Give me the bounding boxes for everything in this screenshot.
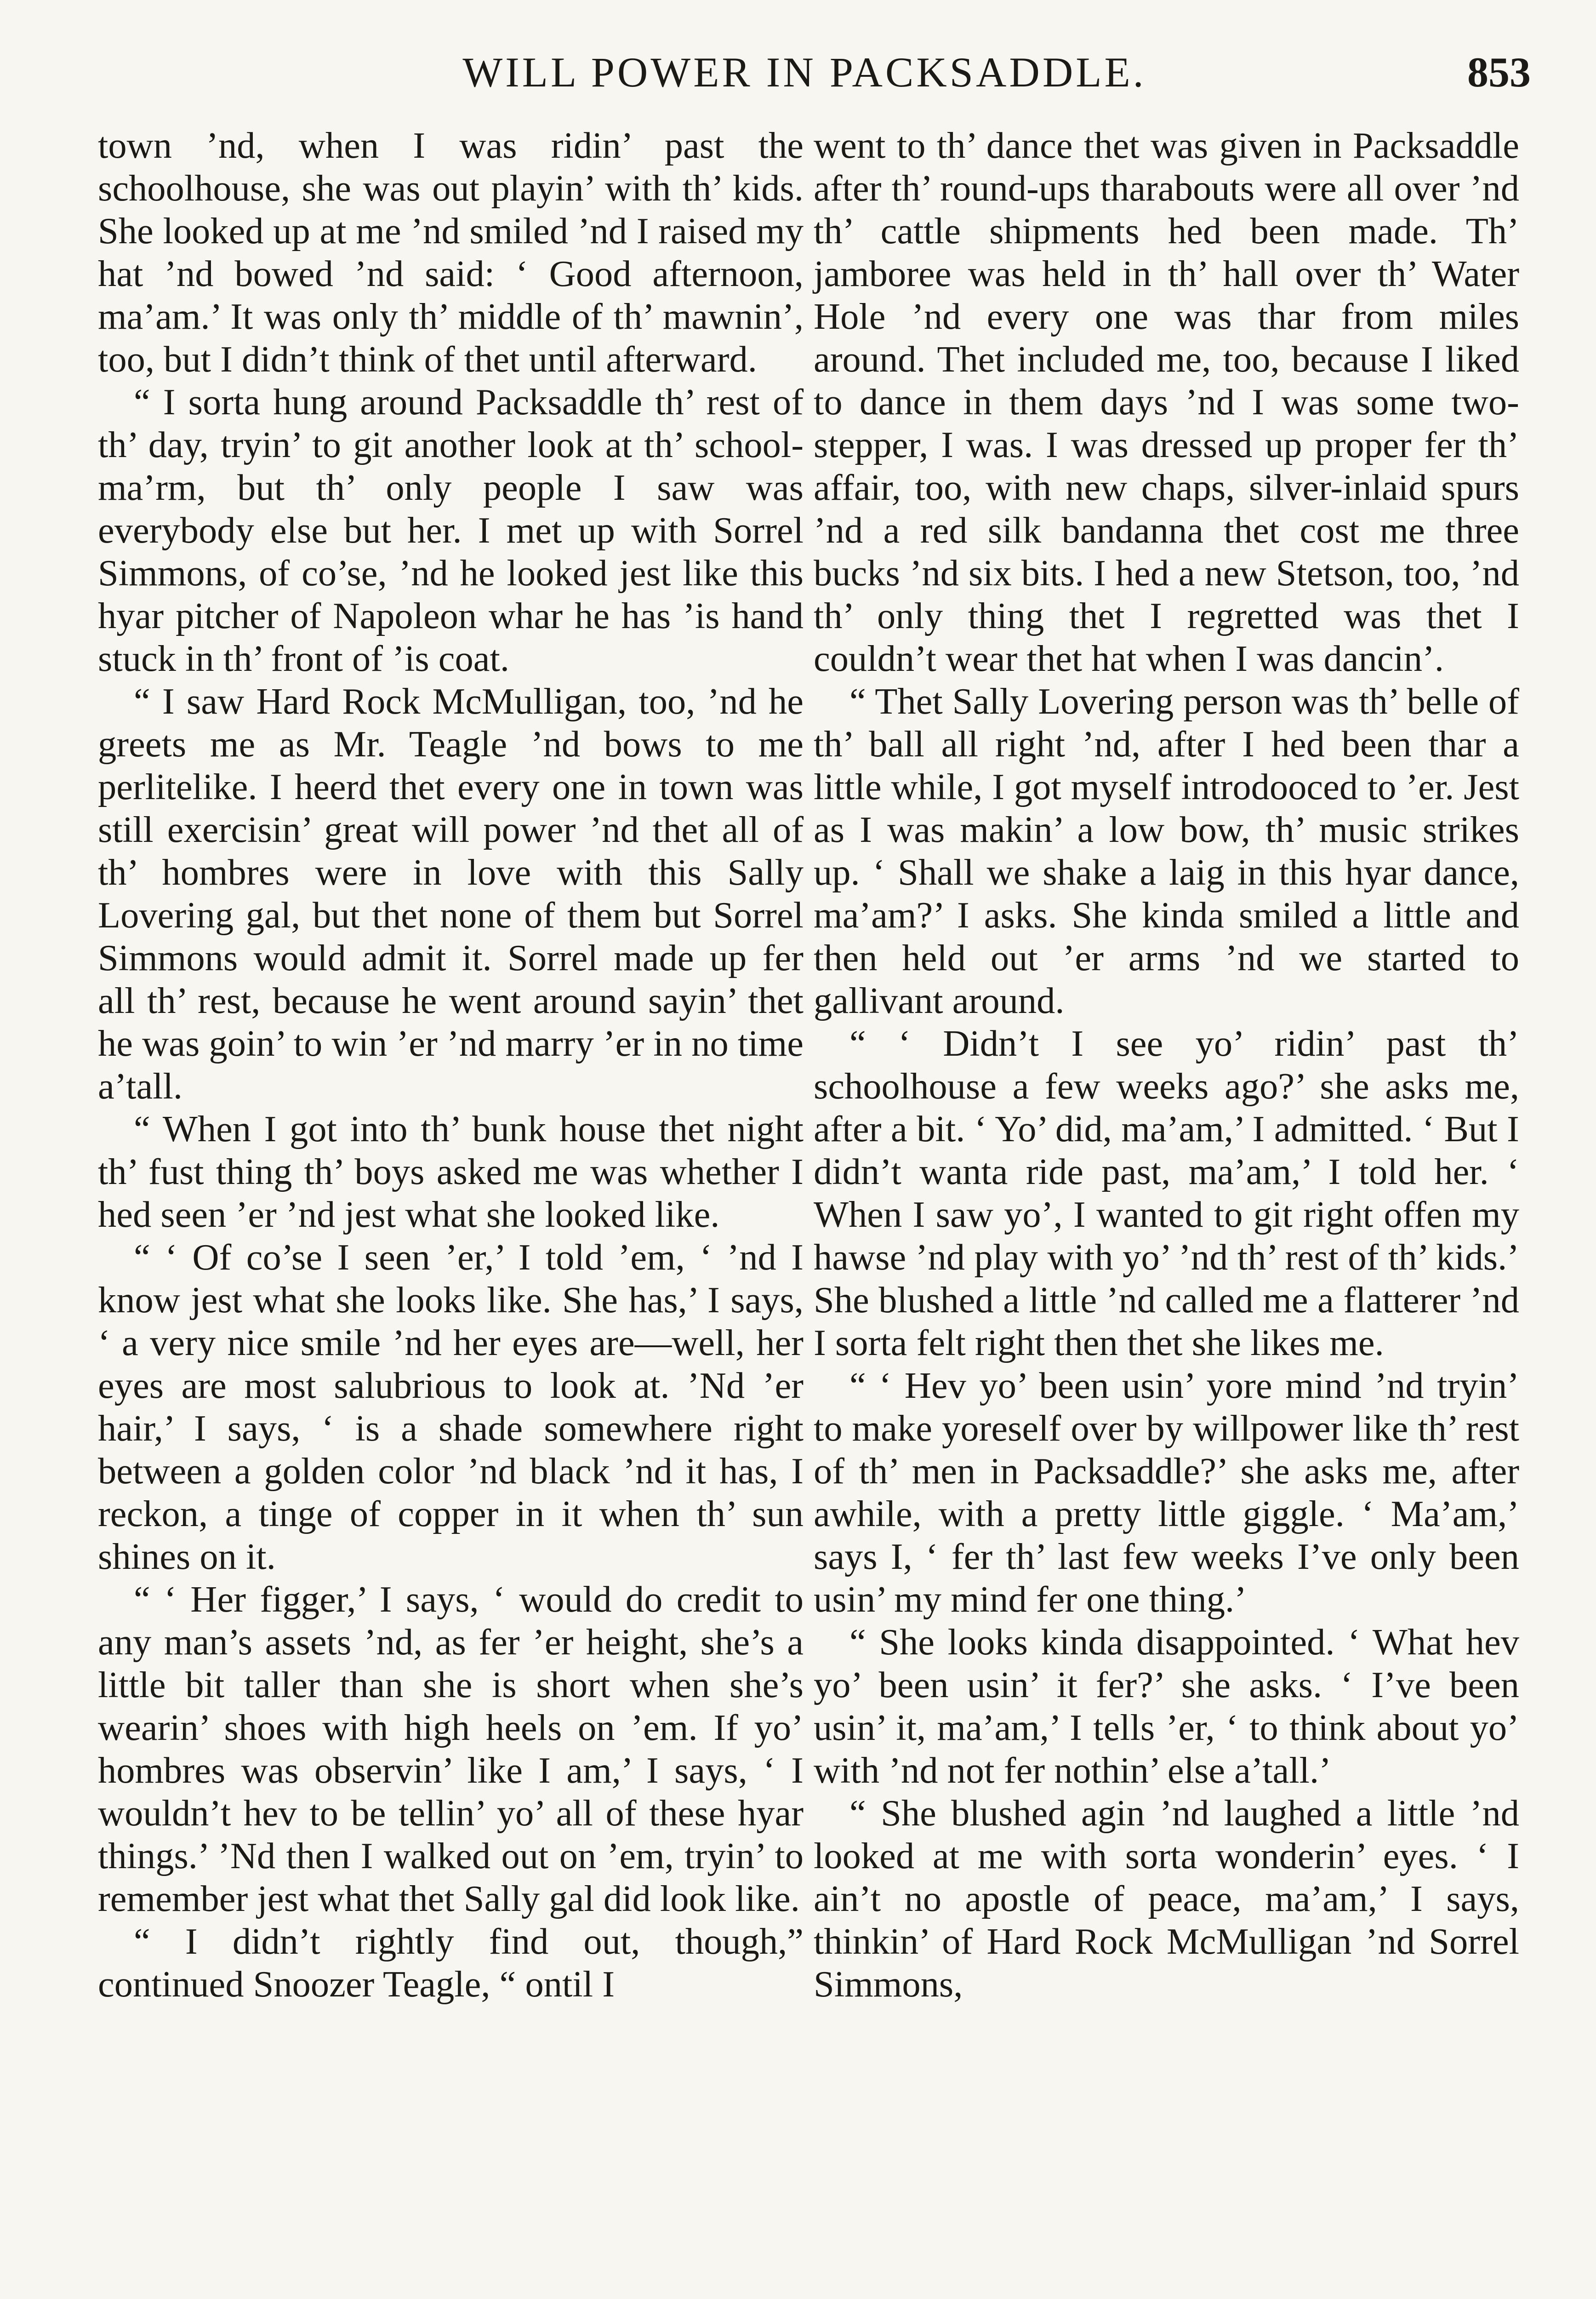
paragraph: “ ‘ Didn’t I see yo’ ridin’ past th’ schoolhouse a few weeks ago?’ she asks me, after a bit. ‘ Yo’ did, ma’am,’ I admitted. ‘ But I didn’t wanta ride past, ma’am,’ I told her. ‘ When I saw yo’, I wanted to git right offen my hawse ’nd play with yo’ ’nd th’ rest of th’ kids.’ She blushed a little ’nd called me a flatterer ’nd I sorta felt right then thet she likes me. xyxy=(814,1023,1519,1363)
paragraph: “ ‘ Of co’se I seen ’er,’ I told ’em, ‘ ’nd I know jest what she looks like. She has,’ I says, ‘ a very nice smile ’nd her eyes are—well, her eyes are most salubrious to look at. ’Nd ’er hair,’ I says, ‘ is a shade somewhere right between a golden color ’nd black ’nd it has, I reckon, a tinge of copper in it when th’ sun shines on it. xyxy=(98,1237,804,1577)
right-text-column xyxy=(814,124,1519,2006)
running-head: WILL POWER IN PACKSADDLE. xyxy=(462,49,1146,96)
paragraph: “ ‘ Her figger,’ I says, ‘ would do credit to any man’s assets ’nd, as fer ’er height, she’s a little bit taller than she is short when she’s wearin’ shoes with high heels on ’em. If yo’ hombres was observin’ like I am,’ I says, ‘ I wouldn’t hev to be tellin’ yo’ all of these hyar things.’ ’Nd then I walked out on ’em, tryin’ to remember jest what thet Sally gal did look like. xyxy=(98,1579,804,1919)
paragraph: “ ‘ Hev yo’ been usin’ yore mind ’nd tryin’ to make yoreself over by willpower like th’ rest of th’ men in Packsaddle?’ she asks me, after awhile, with a pretty little giggle. ‘ Ma’am,’ says I, ‘ fer th’ last few weeks I’ve only been usin’ my mind fer one thing.’ xyxy=(814,1365,1519,1620)
paragraph: “ She blushed agin ’nd laughed a little ’nd looked at me with sorta wonderin’ eyes. ‘ I ain’t no apostle of peace, ma’am,’ I says, thinkin’ of Hard Rock McMulligan ’nd Sorrel Simmons, xyxy=(814,1793,1519,2005)
page-number: 853 xyxy=(1467,49,1531,96)
paragraph: “ I saw Hard Rock McMulligan, too, ’nd he greets me as Mr. Teagle ’nd bows to me perlitelike. I heerd thet every one in town was still exercisin’ great will power ’nd thet all of th’ hombres were in love with this Sally Lovering gal, but thet none of them but Sorrel Simmons would admit it. Sorrel made up fer all th’ rest, because he went around sayin’ thet he was goin’ to win ’er ’nd marry ’er in no time a’tall. xyxy=(98,681,804,1107)
page-header xyxy=(78,42,1531,102)
paragraph: “ I sorta hung around Packsaddle th’ rest of th’ day, tryin’ to git another look at th’ school-ma’rm, but th’ only people I saw was everybody else but her. I met up with Sorrel Simmons, of co’se, ’nd he looked jest like this hyar pitcher of Napoleon whar he has ’is hand stuck in th’ front of ’is coat. xyxy=(98,382,804,679)
left-text-column xyxy=(98,124,804,2006)
paragraph: “ She looks kinda disappointed. ‘ What hev yo’ been usin’ it fer?’ she asks. ‘ I’ve been usin’ it, ma’am,’ I tells ’er, ‘ to think about yo’ with ’nd not fer nothin’ else a’tall.’ xyxy=(814,1622,1519,1791)
paragraph: town ’nd, when I was ridin’ past the schoolhouse, she was out playin’ with th’ kids. She looked up at me ’nd smiled ’nd I raised my hat ’nd bowed ’nd said: ‘ Good afternoon, ma’am.’ It was only th’ middle of th’ mawnin’, too, but I didn’t think of thet until afterward. xyxy=(98,125,804,380)
paragraph: “ I didn’t rightly find out, though,” continued Snoozer Teagle, “ ontil I xyxy=(98,1921,804,2005)
paragraph: went to th’ dance thet was given in Packsaddle after th’ round-ups tharabouts were all over ’nd th’ cattle shipments hed been made. Th’ jamboree was held in th’ hall over th’ Water Hole ’nd every one was thar from miles around. Thet included me, too, because I liked to dance in them days ’nd I was some two-stepper, I was. I was dressed up proper fer th’ affair, too, with new chaps, silver-inlaid spurs ’nd a red silk bandanna thet cost me three bucks ’nd six bits. I hed a new Stetson, too, ’nd th’ only thing thet I regretted was thet I couldn’t wear thet hat when I was dancin’. xyxy=(814,125,1519,679)
paragraph: “ Thet Sally Lovering person was th’ belle of th’ ball all right ’nd, after I hed been thar a little while, I got myself introdooced to ’er. Jest as I was makin’ a low bow, th’ music strikes up. ‘ Shall we shake a laig in this hyar dance, ma’am?’ I asks. She kinda smiled a little and then held out ’er arms ’nd we started to gallivant around. xyxy=(814,681,1519,1021)
paragraph: “ When I got into th’ bunk house thet night th’ fust thing th’ boys asked me was whether I hed seen ’er ’nd jest what she looked like. xyxy=(98,1109,804,1235)
